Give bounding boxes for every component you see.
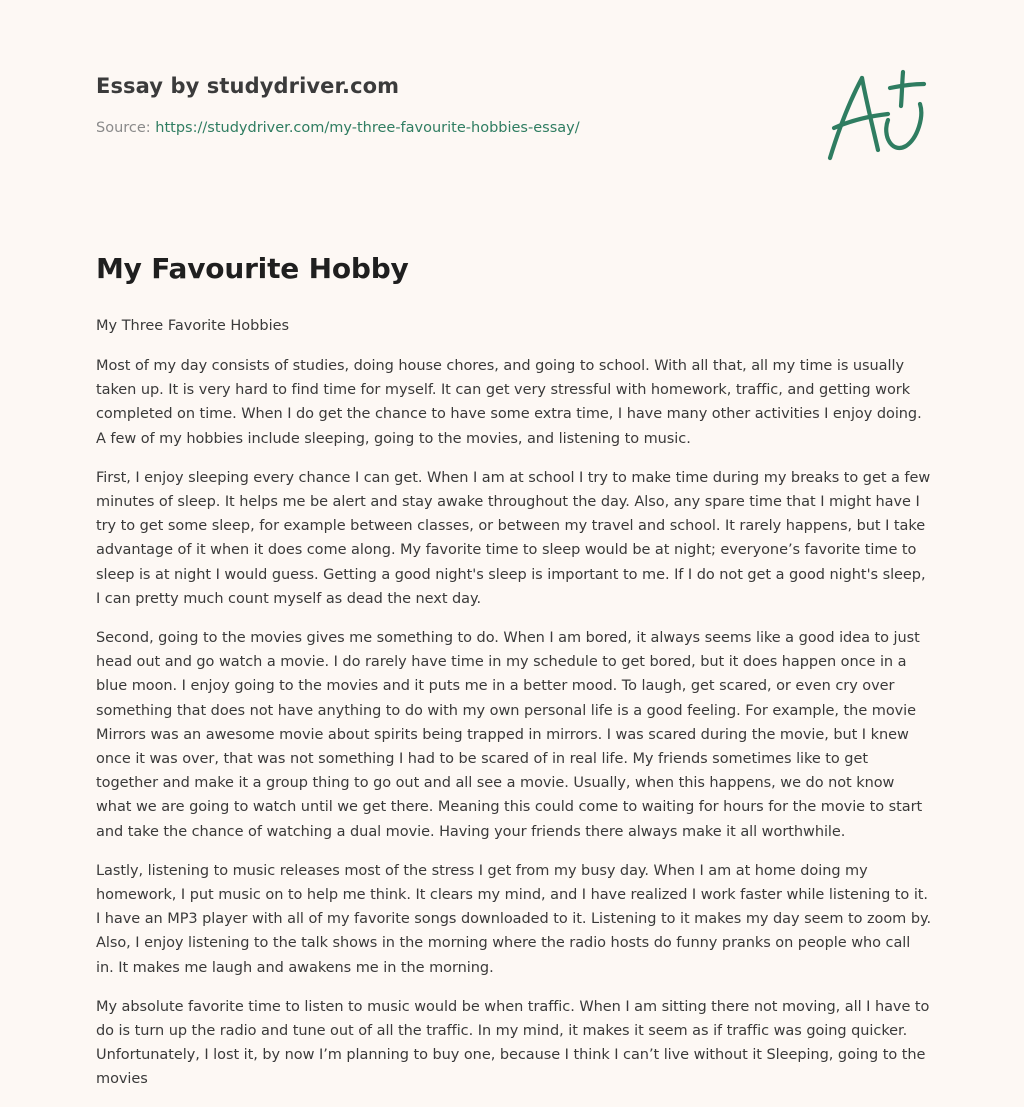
paragraph: First, I enjoy sleeping every chance I can get. When I am at school I try to make time during my breaks to get a few minutes of sleep. It helps me be alert and stay awake throughout the day. Also, any spare time that I might have I try to get some sleep, for example between classes, or between my travel and school. It rarely happens, but I take advantage of it when it does come along. My favorite time to sleep would be at night; everyone’s favorite time to sleep is at night I would guess. Getting a good night's sleep is important to me. If I do not get a good night's sleep, I can pretty much count myself as dead the next day. (96, 469, 931, 607)
essay-subtitle: My Three Favorite Hobbies (96, 318, 290, 334)
paragraph: Second, going to the movies gives me something to do. When I am bored, it always seems like a good idea to just head out and go watch a movie. I do rarely have time in my schedule to get bored, but it does happen once in a blue moon. I enjoy going to the movies and it puts me in a better mood. To laugh, get scared, or even cry over something that does not have anything to do with my own personal life is a good feeling. For example, the movie Mirrors was an awesome movie about spirits being trapped in mirrors. I was scared during the movie, but I knew once it was over, that was not something I had to be scared of in real life. My friends sometimes like to get together and make it a group thing to go out and all see a movie. Usually, when this happens, we do not know what we are going to watch until we get there. Meaning this could come to waiting for hours for the movie to start and take the chance of watching a dual movie. Having your friends there always make it all worthwhile. (96, 630, 923, 840)
site-title: Essay by studydriver.com (96, 74, 400, 98)
source-link[interactable]: https://studydriver.com/my-three-favourite-hobbies-essay/ (155, 120, 580, 136)
a-plus-logo-icon (820, 66, 930, 166)
source-label: Source: (96, 120, 156, 136)
essay-title: My Favourite Hobby (96, 252, 409, 285)
paragraph: Lastly, listening to music releases most of the stress I get from my busy day. When I am at home doing my homework, I put music on to help me think. It clears my mind, and I have realized I work faster while listening to it. I have an MP3 player with all of my favorite songs downloaded to it. Listening to it makes my day seem to zoom by. Also, I enjoy listening to the talk shows in the morning where the radio hosts do funny pranks on people who call in. It makes me laugh and awakens me in the morning. (96, 862, 931, 976)
source-line (96, 120, 796, 136)
paragraph: My absolute favorite time to listen to music would be when traffic. When I am sitting there not moving, all I have to do is turn up the radio and tune out of all the traffic. In my mind, it makes it seem as if traffic was going quicker. Unfortunately, I lost it, by now I’m planning to buy one, because I think I can’t live without it Sleeping, going to the movies (96, 998, 930, 1088)
essay-content (96, 252, 932, 1107)
page-header (96, 74, 796, 136)
paragraph: Most of my day consists of studies, doing house chores, and going to school. With all that, all my time is usually taken up. It is very hard to find time for myself. It can get very stressful with homework, traffic, and getting work completed on time. When I do get the chance to have some extra time, I have many other activities I enjoy doing. A few of my hobbies include sleeping, going to the movies, and listening to music. (96, 358, 922, 447)
